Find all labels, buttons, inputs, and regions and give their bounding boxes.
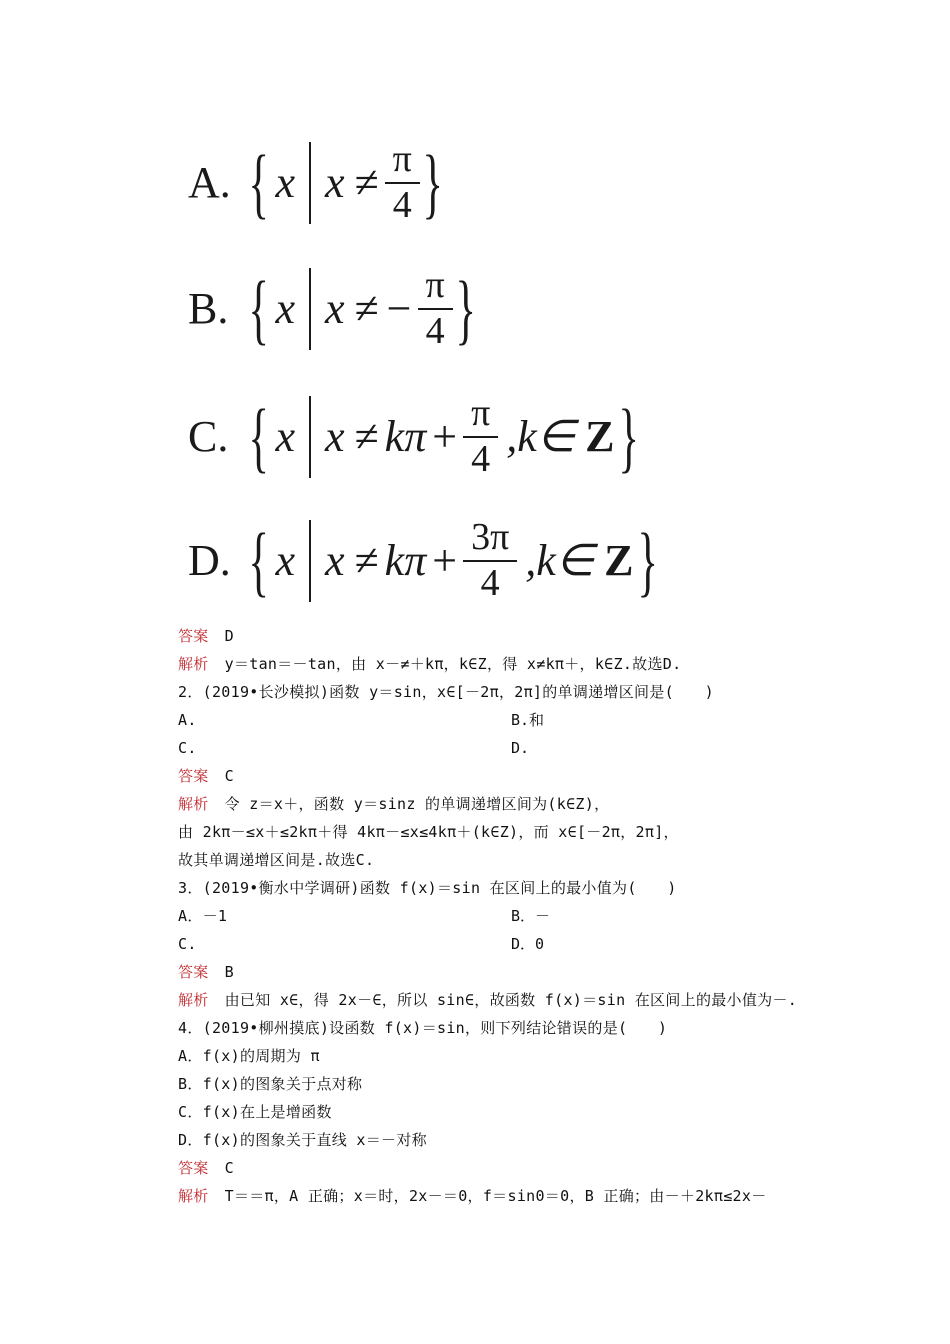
set-bar (309, 142, 311, 224)
question-4-stem: 4．(2019•柳州摸底)设函数 f(x)＝sin，则下列结论错误的是( ) (178, 1019, 668, 1037)
set-variable: x (275, 412, 295, 462)
set-bar (309, 520, 311, 602)
question-2-stem: 2．(2019•长沙模拟)函数 y＝sin，x∈[－2π，2π]的单调递增区间是( ) (178, 683, 714, 701)
condition-variable: x (324, 412, 345, 462)
analysis-text: T＝＝π，A 正确；x＝时，2x－＝0，f＝sin0＝0，B 正确；由－＋2kπ≤2x－ (224, 1187, 767, 1205)
k-pi-term: kπ (384, 412, 427, 462)
option-letter: A. (188, 158, 231, 208)
analysis-line-4 (178, 1187, 767, 1205)
set-variable: x (275, 284, 295, 334)
denominator: 4 (463, 436, 498, 480)
integer-set-symbol: Z (604, 536, 634, 586)
right-brace: } (422, 138, 443, 226)
condition-variable: x (324, 284, 345, 334)
q2-option-b: B.和 (511, 711, 545, 729)
analysis-label: 解析 (178, 795, 209, 813)
answer-line-1 (178, 627, 234, 645)
condition-variable: x (324, 158, 345, 208)
right-brace: } (618, 392, 640, 480)
fraction (467, 518, 513, 604)
analysis-label: 解析 (178, 655, 209, 673)
analysis-text: y＝tan＝－tan，由 x－≠＋kπ，k∈Z，得 x≠kπ＋，k∈Z.故选D. (224, 655, 682, 673)
answer-value: C (224, 1159, 234, 1177)
answer-label: 答案 (178, 1159, 209, 1177)
set-bar (309, 396, 311, 478)
left-brace: { (248, 516, 270, 604)
analysis-label: 解析 (178, 1187, 209, 1205)
answer-line-2 (178, 767, 234, 785)
not-equal-sign: ≠ (354, 536, 379, 586)
numerator: π (471, 392, 491, 434)
answer-line-4 (178, 1159, 234, 1177)
analysis-text: 由已知 x∈，得 2x－∈，所以 sin∈，故函数 f(x)＝sin 在区间上的最小值为－. (224, 991, 798, 1009)
answer-label: 答案 (178, 627, 209, 645)
answer-value: C (224, 767, 234, 785)
q3-option-a: A．－1 (178, 907, 228, 925)
plus-sign: + (432, 412, 458, 462)
left-brace: { (248, 264, 270, 352)
q4-option-d: D．f(x)的图象关于直线 x＝－对称 (178, 1131, 427, 1149)
option-d-formula (188, 518, 659, 604)
answer-value: D (224, 627, 234, 645)
answer-line-3 (178, 963, 234, 981)
answer-value: B (224, 963, 234, 981)
q3-option-b: B．－ (511, 907, 551, 925)
fraction (389, 140, 416, 226)
option-b-formula (188, 266, 476, 352)
option-letter: B. (188, 284, 229, 334)
answer-label: 答案 (178, 767, 209, 785)
q4-option-b: B．f(x)的图象关于点对称 (178, 1075, 363, 1093)
fraction (467, 394, 494, 480)
plus-sign: + (432, 536, 458, 586)
q3-option-d: D．0 (511, 935, 545, 953)
analysis-label: 解析 (178, 991, 209, 1009)
not-equal-sign: ≠ (354, 158, 379, 208)
analysis-line-1 (178, 655, 681, 673)
not-equal-sign: ≠ (354, 412, 379, 462)
set-variable: x (275, 536, 295, 586)
left-brace: { (248, 138, 270, 226)
not-equal-sign: ≠ (354, 284, 379, 334)
option-a-formula (188, 140, 443, 226)
numerator: π (425, 264, 445, 306)
analysis-line-2b: 由 2kπ－≤x＋≤2kπ＋得 4kπ－≤x≤4kπ＋(k∈Z)，而 x∈[－2π，2π]， (178, 823, 679, 841)
set-variable: x (275, 158, 295, 208)
option-letter: D. (188, 536, 231, 586)
k-pi-term: kπ (384, 536, 427, 586)
right-brace: } (637, 516, 659, 604)
analysis-text: 令 z＝x＋，函数 y＝sinz 的单调递增区间为(k∈Z)， (224, 795, 610, 813)
q2-option-a: A. (178, 711, 197, 729)
right-brace: } (455, 264, 476, 352)
k-membership: ,k∈ (525, 536, 595, 586)
analysis-line-3 (178, 991, 797, 1009)
denominator: 4 (463, 560, 517, 604)
analysis-line-2c: 故其单调递增区间是.故选C. (178, 851, 375, 869)
fraction (422, 266, 449, 352)
denominator: 4 (418, 308, 453, 352)
q4-option-c: C．f(x)在上是增函数 (178, 1103, 332, 1121)
q4-option-a: A．f(x)的周期为 π (178, 1047, 320, 1065)
minus-sign: − (386, 284, 412, 334)
analysis-line-2 (178, 795, 609, 813)
integer-set-symbol: Z (585, 412, 615, 462)
answer-label: 答案 (178, 963, 209, 981)
left-brace: { (248, 392, 270, 480)
option-letter: C. (188, 412, 229, 462)
question-3-stem: 3．(2019•衡水中学调研)函数 f(x)＝sin 在区间上的最小值为( ) (178, 879, 677, 897)
option-c-formula (188, 394, 640, 480)
q2-option-c: C. (178, 739, 197, 757)
condition-variable: x (324, 536, 345, 586)
numerator: π (392, 138, 412, 180)
numerator: 3π (471, 516, 510, 558)
set-bar (309, 268, 311, 350)
q2-option-d: D. (511, 739, 530, 757)
denominator: 4 (385, 182, 420, 226)
q3-option-c: C. (178, 935, 197, 953)
k-membership: ,k∈ (506, 412, 576, 462)
